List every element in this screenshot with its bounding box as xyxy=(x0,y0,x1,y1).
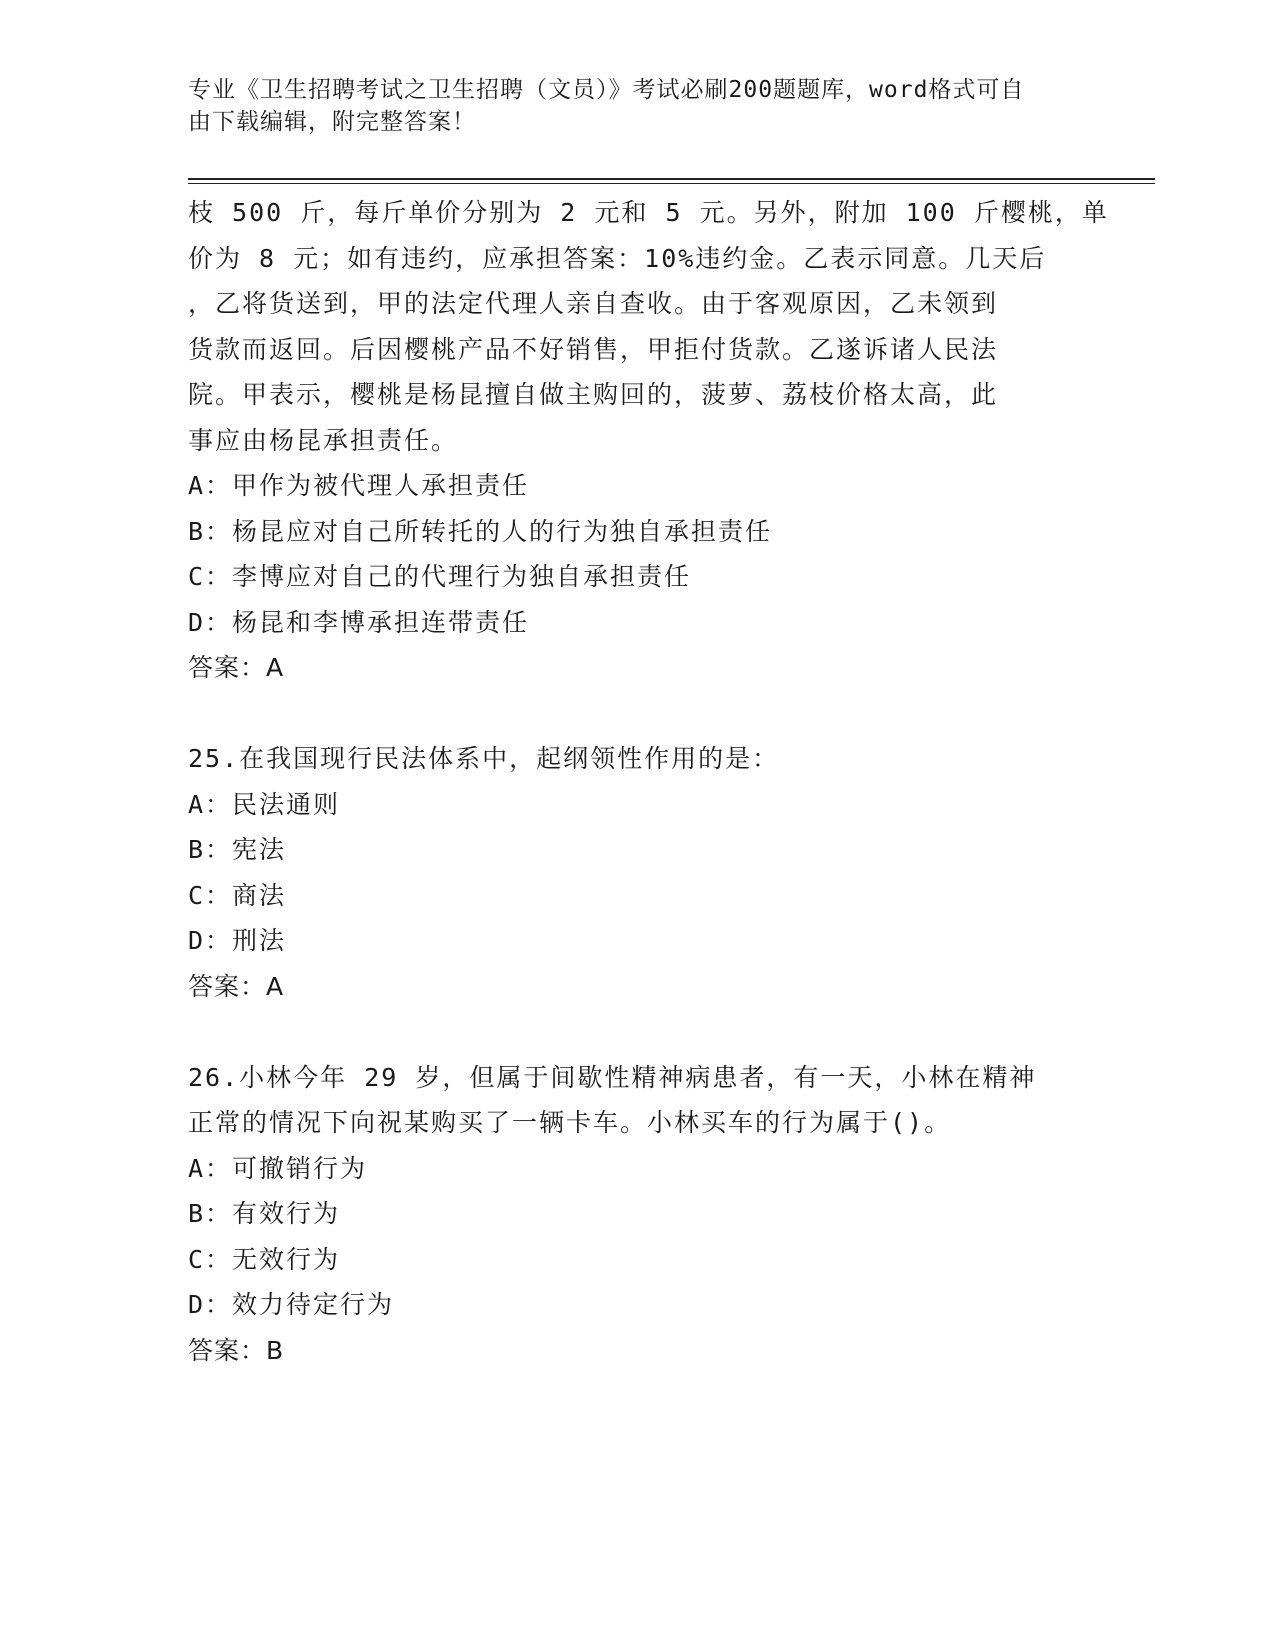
option-d: D：效力待定行为 xyxy=(188,1290,395,1319)
header-divider-thin xyxy=(188,183,1155,184)
option-a: A：甲作为被代理人承担责任 xyxy=(188,471,530,500)
question-stem-line: 事应由杨昆承担责任。 xyxy=(188,425,459,455)
question-24 xyxy=(188,190,1109,691)
header-divider-thick xyxy=(188,178,1155,180)
document-header xyxy=(188,74,1088,138)
answer-line: 答案：A xyxy=(188,971,285,1001)
question-stem-line: 25.在我国现行民法体系中，起纲领性作用的是： xyxy=(188,744,780,773)
option-c: C：无效行为 xyxy=(188,1244,341,1274)
question-spacer xyxy=(188,691,1088,737)
document-body xyxy=(188,190,1109,1373)
option-a: A：民法通则 xyxy=(188,789,341,819)
question-spacer xyxy=(188,1009,1088,1055)
question-stem-line: 枝 500 斤，每斤单价分别为 2 元和 5 元。另外，附加 100 斤樱桃，单 xyxy=(188,198,1109,227)
question-stem-line: 26.小林今年 29 岁，但属于间歇性精神病患者，有一天，小林在精神 xyxy=(188,1062,1037,1092)
question-stem-line: 院。甲表示，樱桃是杨昆擅自做主购回的，菠萝、荔枝价格太高，此 xyxy=(188,380,999,409)
header-title-line-2: 由下载编辑，附完整答案！ xyxy=(188,109,476,135)
option-b: B：杨昆应对自己所转托的人的行为独自承担责任 xyxy=(188,516,773,546)
question-stem-line: ，乙将货送到，甲的法定代理人亲自查收。由于客观原因，乙未领到 xyxy=(188,289,999,318)
question-stem-line: 价为 8 元；如有违约，应承担答案：10%违约金。乙表示同意。几天后 xyxy=(188,243,1047,273)
answer-line: 答案：A xyxy=(188,653,285,682)
answer-line: 答案：B xyxy=(188,1335,285,1365)
option-a: A：可撤销行为 xyxy=(188,1153,368,1183)
option-b: B：有效行为 xyxy=(188,1199,341,1228)
question-25 xyxy=(188,736,1088,1009)
option-b: B：宪法 xyxy=(188,835,287,864)
question-stem-line: 货款而返回。后因樱桃产品不好销售，甲拒付货款。乙遂诉诸人民法 xyxy=(188,334,999,364)
option-d: D：杨昆和李博承担连带责任 xyxy=(188,607,530,637)
option-d: D：刑法 xyxy=(188,926,287,955)
header-title-line-1: 专业《卫生招聘考试之卫生招聘（文员）》考试必刷200题题库，word格式可自 xyxy=(188,77,1025,103)
option-c: C：李博应对自己的代理行为独自承担责任 xyxy=(188,562,692,591)
question-26 xyxy=(188,1055,1088,1374)
question-stem-line: 正常的情况下向祝某购买了一辆卡车。小林买车的行为属于()。 xyxy=(188,1108,952,1137)
option-c: C：商法 xyxy=(188,880,287,910)
